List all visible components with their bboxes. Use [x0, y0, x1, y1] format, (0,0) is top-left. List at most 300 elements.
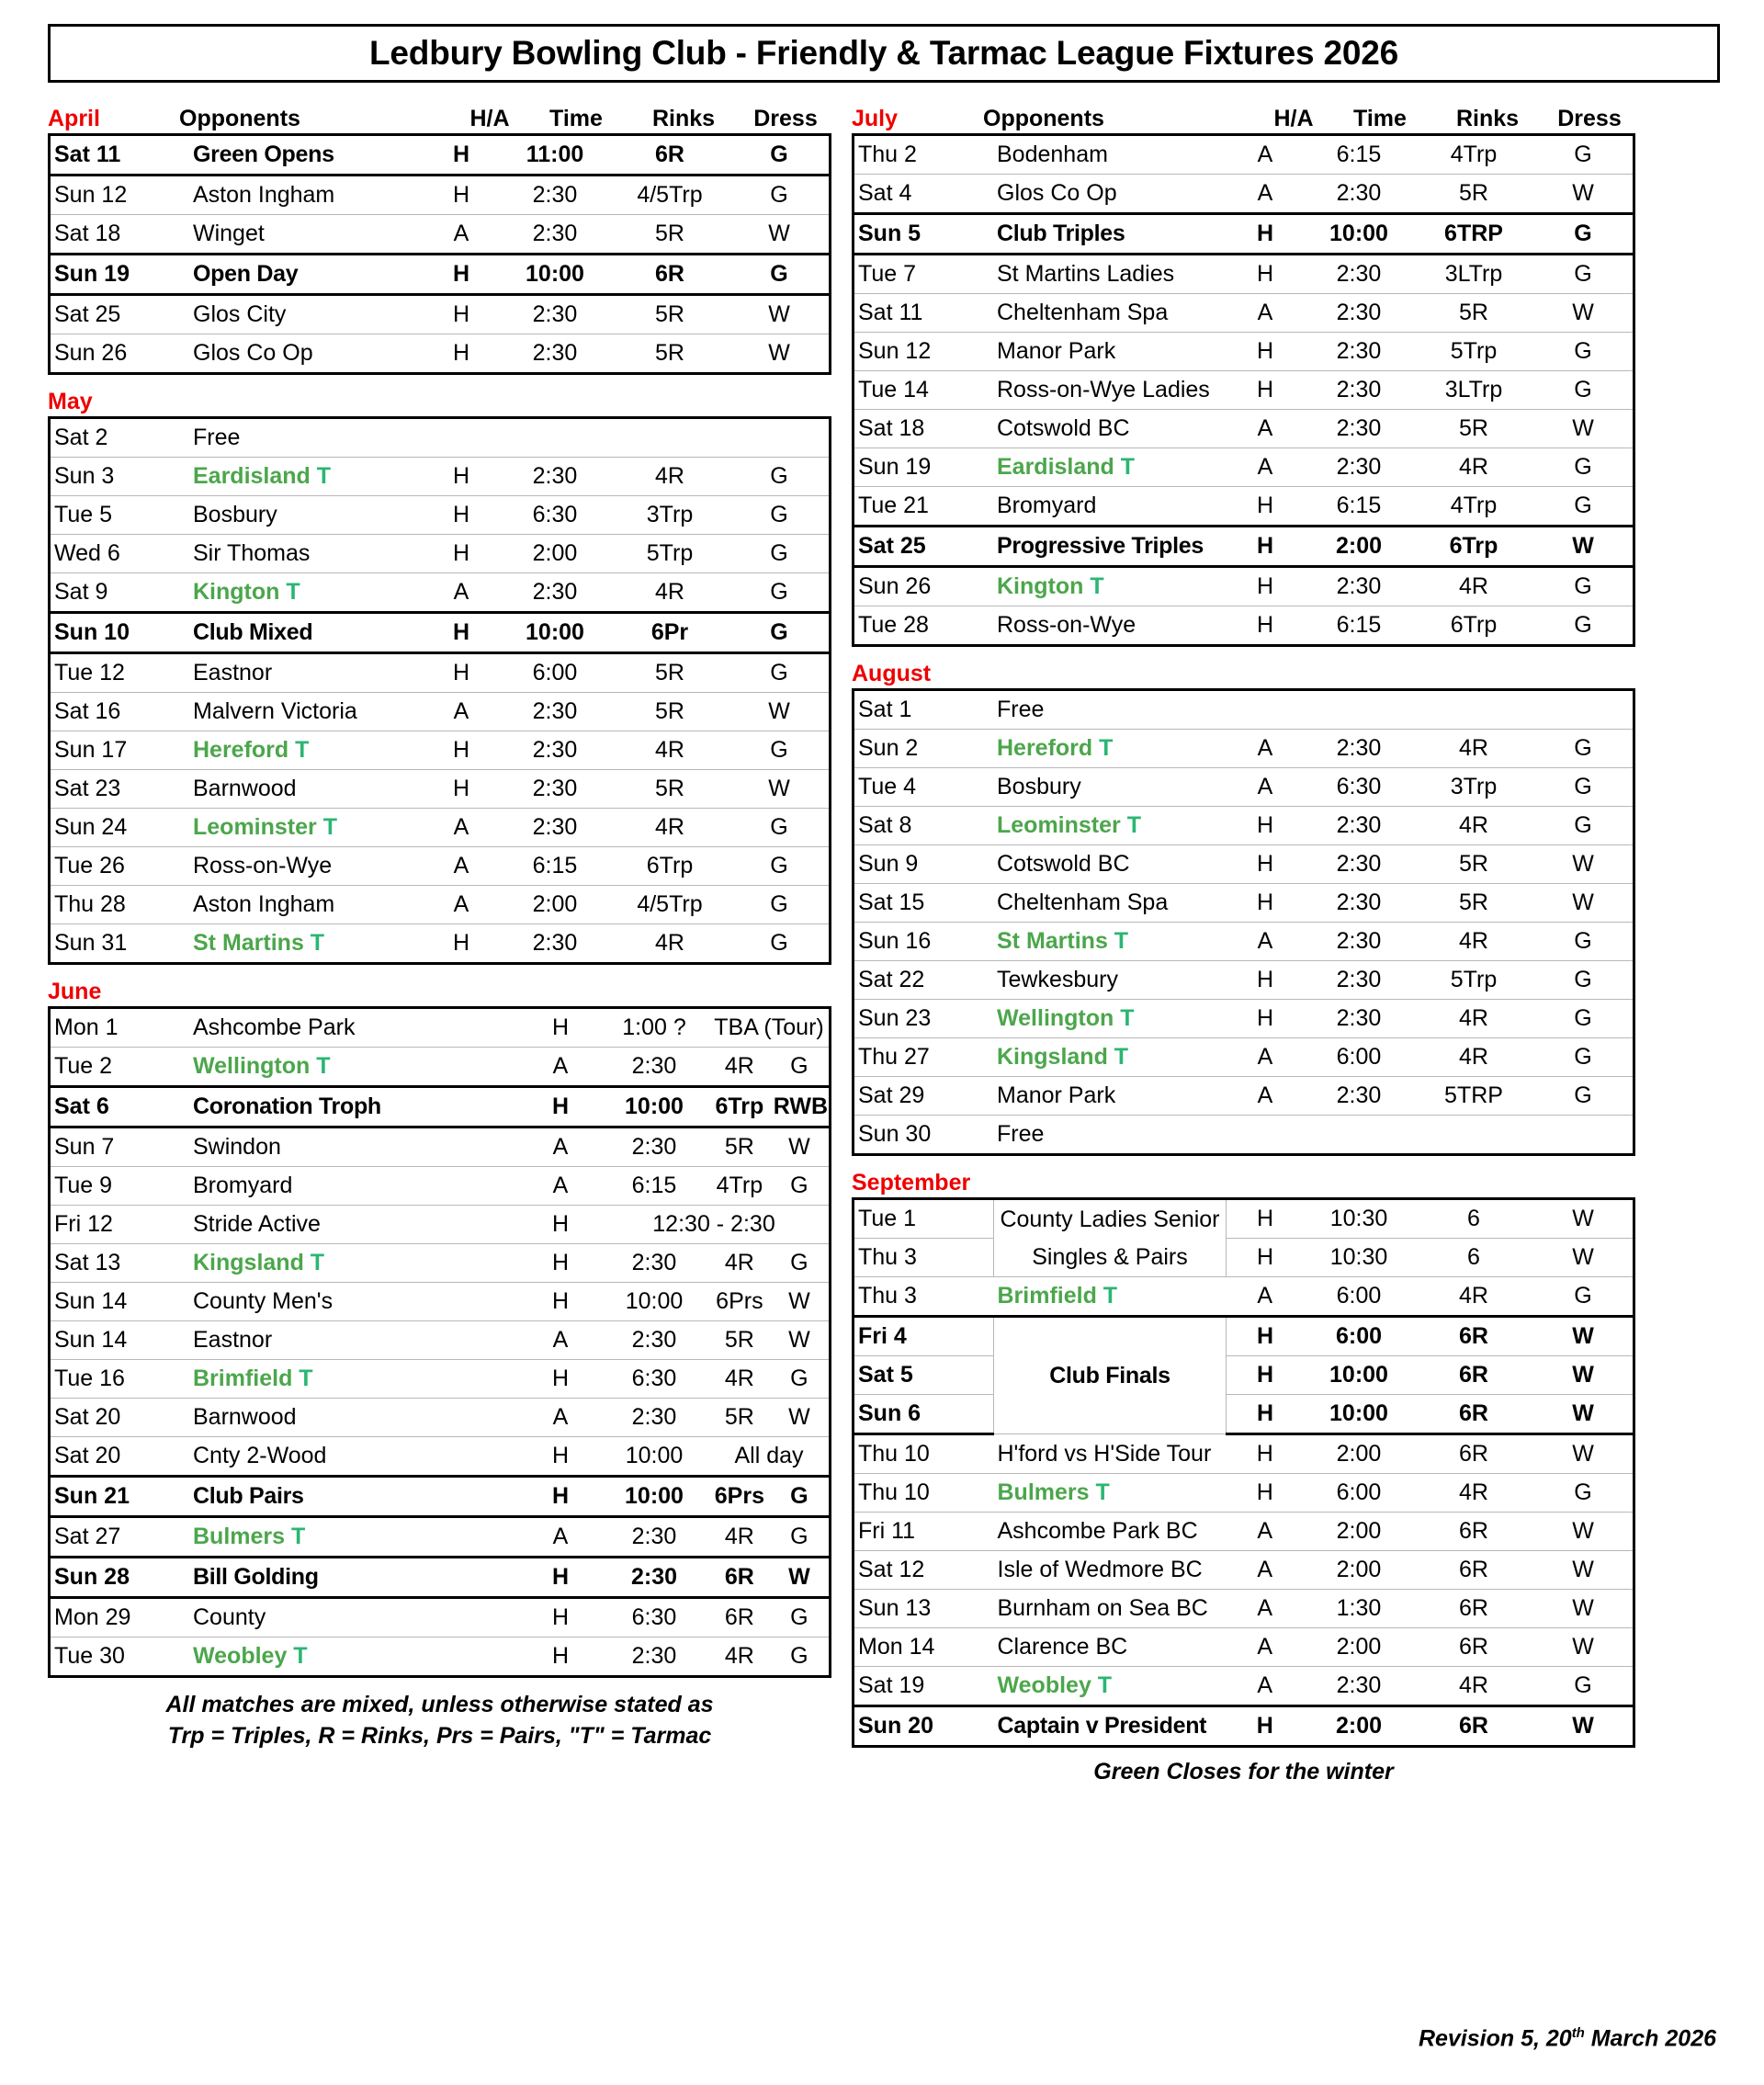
fixture-time: 12:30 - 2:30: [599, 1206, 831, 1244]
fixture-home-away: H: [423, 731, 500, 770]
fixture-opponent: Ashcombe Park BC: [994, 1513, 1227, 1551]
fixture-date: Wed 6: [50, 535, 190, 573]
fixture-home-away: [423, 418, 500, 458]
fixture-dress: G: [1533, 448, 1634, 487]
fixture-date: Sat 2: [50, 418, 190, 458]
fixture-rinks: 5R: [1414, 410, 1533, 448]
fixture-dress: W: [729, 334, 831, 374]
fixture-date: Sat 1: [854, 690, 994, 730]
fixture-rinks: 4R: [709, 1637, 770, 1677]
fixture-date: Sun 28: [50, 1558, 190, 1598]
right-fixture-column: [852, 103, 1635, 1785]
fixture-home-away: A: [1227, 1077, 1304, 1116]
fixture-home-away: A: [423, 573, 500, 613]
fixture-opponent: [993, 567, 1227, 606]
fixture-opponent: Aston Ingham: [189, 176, 423, 215]
fixture-dress: W: [1533, 527, 1634, 567]
fixture-opponent: [189, 809, 423, 847]
table-row: [50, 573, 831, 613]
fixture-dress: G: [729, 255, 831, 295]
fixture-opponent: Sir Thomas: [189, 535, 423, 573]
month-name-label: July: [852, 106, 899, 131]
tarmac-opponent-label: Brimfield T: [193, 1365, 313, 1391]
fixture-home-away: A: [1227, 1628, 1305, 1667]
fixture-opponent: Eastnor: [189, 1321, 522, 1360]
table-row: [854, 1590, 1634, 1628]
fixture-time: 2:30: [1304, 884, 1414, 923]
fixture-dress: W: [1533, 1199, 1634, 1239]
fixture-time: 2:30: [1304, 923, 1414, 961]
revision-suffix: March 2026: [1584, 2025, 1716, 2051]
fixture-date: Sun 31: [50, 924, 190, 964]
fixture-date: Sat 27: [50, 1517, 190, 1558]
table-row: [50, 255, 831, 295]
fixture-rinks: 4R: [1414, 1474, 1533, 1513]
fixture-time: 2:30: [500, 334, 610, 374]
fixture-home-away: H: [423, 135, 500, 176]
fixture-rinks: 6R: [709, 1598, 770, 1637]
fixture-dress: W: [770, 1283, 831, 1321]
fixture-home-away: H: [1227, 1356, 1305, 1395]
fixture-time: 6:15: [1304, 606, 1414, 646]
tarmac-flag: T: [1126, 812, 1141, 838]
fixture-home-away: A: [423, 886, 500, 924]
column-header-dress: Dress: [753, 106, 818, 131]
table-row: [854, 884, 1634, 923]
fixture-opponent: Manor Park: [993, 1077, 1227, 1116]
fixture-time: 1:00 ?: [599, 1008, 709, 1048]
fixture-opponent: [994, 1667, 1227, 1706]
fixture-rinks: 6Prs: [709, 1283, 770, 1321]
fixture-home-away: A: [1227, 294, 1304, 333]
fixture-opponent: [993, 1000, 1227, 1038]
fixture-time: 2:30: [500, 924, 610, 964]
table-row: [854, 1628, 1634, 1667]
fixture-rinks: [1414, 1116, 1533, 1155]
table-row: [50, 458, 831, 496]
fixture-opponent: Ross-on-Wye Ladies: [993, 371, 1227, 410]
fixture-dress: G: [1533, 1474, 1634, 1513]
fixture-time: 6:15: [500, 847, 610, 886]
fixture-date: Tue 21: [854, 487, 994, 527]
fixture-opponent: Barnwood: [189, 770, 423, 809]
fixture-date: Fri 4: [854, 1317, 994, 1356]
fixture-dress: W: [1533, 1551, 1634, 1590]
fixture-time: 2:30: [500, 809, 610, 847]
fixture-rinks: 3Trp: [610, 496, 729, 535]
fixture-home-away: A: [1227, 730, 1304, 768]
fixture-rinks: 6Trp: [709, 1087, 770, 1127]
fixture-date: Sun 13: [854, 1590, 994, 1628]
table-row: [50, 295, 831, 334]
fixture-home-away: A: [423, 809, 500, 847]
table-row: [854, 845, 1634, 884]
fixture-opponent: [189, 924, 423, 964]
fixture-dress: G: [729, 731, 831, 770]
fixture-time: 6:30: [599, 1598, 709, 1637]
table-row: [50, 334, 831, 374]
county-ladies-line2: Singles & Pairs: [1032, 1243, 1188, 1270]
fixture-dress: G: [729, 924, 831, 964]
fixture-date: Thu 3: [854, 1277, 994, 1317]
fixture-opponent: Barnwood: [189, 1399, 522, 1437]
fixture-date: Sat 18: [50, 215, 190, 255]
tarmac-opponent-label: Kingsland T: [193, 1250, 325, 1275]
fixture-time: 6:00: [1304, 1317, 1414, 1356]
fixture-date: Sat 20: [50, 1399, 190, 1437]
fixture-home-away: H: [1227, 1199, 1305, 1239]
fixture-home-away: H: [1227, 845, 1304, 884]
fixture-opponent: [189, 458, 423, 496]
title-banner: [48, 24, 1720, 83]
fixture-home-away: A: [1227, 1513, 1305, 1551]
county-ladies-line1: County Ladies Senior: [1000, 1206, 1220, 1232]
column-header-time: Time: [549, 106, 603, 131]
fixture-time: 10:00: [599, 1437, 709, 1477]
fixture-rinks: 5R: [709, 1399, 770, 1437]
fixture-date: Thu 10: [854, 1434, 994, 1474]
fixture-dress: G: [1533, 1077, 1634, 1116]
fixture-time: 10:30: [1304, 1199, 1414, 1239]
fixture-time: 2:30: [500, 458, 610, 496]
fixture-opponent: Ross-on-Wye: [993, 606, 1227, 646]
fixture-home-away: H: [522, 1244, 599, 1283]
fixture-rinks: 5R: [610, 693, 729, 731]
fixture-home-away: A: [1227, 410, 1304, 448]
fixture-dress: G: [729, 458, 831, 496]
fixture-home-away: H: [1227, 807, 1304, 845]
table-row: [50, 535, 831, 573]
fixture-time: 2:30: [599, 1558, 709, 1598]
fixture-dress: W: [729, 693, 831, 731]
table-row: [854, 527, 1634, 567]
fixture-rinks: 6R: [1414, 1706, 1533, 1747]
table-row: [50, 135, 831, 176]
fixture-time: 2:30: [1304, 294, 1414, 333]
fixture-date: Sat 11: [50, 135, 190, 176]
fixture-opponent: [993, 1038, 1227, 1077]
fixture-opponent: Bodenham: [993, 135, 1227, 175]
fixture-date: Sat 6: [50, 1087, 190, 1127]
fixture-home-away: H: [423, 770, 500, 809]
fixture-dress: W: [1533, 175, 1634, 214]
tarmac-opponent-label: Bulmers T: [997, 1479, 1110, 1505]
fixture-rinks: 4R: [1414, 923, 1533, 961]
fixture-date: Thu 27: [854, 1038, 994, 1077]
tarmac-flag: T: [1120, 454, 1136, 480]
fixture-rinks: All day: [709, 1437, 831, 1477]
table-row: [50, 1477, 831, 1517]
fixture-time: 1:30: [1304, 1590, 1414, 1628]
table-row: [50, 496, 831, 535]
fixture-time: 2:30: [1304, 1000, 1414, 1038]
tarmac-opponent-label: Leominster T: [193, 814, 337, 840]
fixture-time: 2:30: [599, 1048, 709, 1087]
fixture-home-away: H: [423, 535, 500, 573]
fixture-rinks: 4R: [1414, 1000, 1533, 1038]
table-row: [50, 1008, 831, 1048]
fixture-date: Sun 19: [854, 448, 994, 487]
fixture-dress: G: [770, 1167, 831, 1206]
fixture-time: 2:30: [500, 573, 610, 613]
fixture-rinks: 4R: [709, 1517, 770, 1558]
fixture-table-april: [48, 133, 831, 375]
fixture-rinks: 4R: [709, 1048, 770, 1087]
fixture-time: 6:15: [1304, 135, 1414, 175]
fixture-time: [1304, 690, 1414, 730]
fixture-date: Sun 21: [50, 1477, 190, 1517]
fixture-home-away: H: [1227, 567, 1304, 606]
fixture-date: Sun 12: [50, 176, 190, 215]
fixture-time: 6:30: [500, 496, 610, 535]
table-row: [50, 1283, 831, 1321]
fixture-time: 2:30: [500, 693, 610, 731]
fixture-opponent: Bill Golding: [189, 1558, 522, 1598]
fixture-date: Fri 11: [854, 1513, 994, 1551]
fixture-date: Sun 6: [854, 1395, 994, 1434]
table-row: [854, 1356, 1634, 1395]
fixture-rinks: [1414, 690, 1533, 730]
fixture-time: 6:00: [1304, 1038, 1414, 1077]
footnote-line-1: All matches are mixed, unless otherwise stated as: [165, 1692, 714, 1717]
fixture-home-away: H: [1227, 333, 1304, 371]
fixture-rinks: 5R: [610, 334, 729, 374]
table-row: [854, 1706, 1634, 1747]
fixture-date: Sat 22: [854, 961, 994, 1000]
fixture-rinks: 4R: [610, 731, 729, 770]
fixture-dress: W: [770, 1558, 831, 1598]
fixture-time: 2:30: [1304, 333, 1414, 371]
fixture-dress: W: [1533, 1395, 1634, 1434]
tarmac-opponent-label: Kingsland T: [997, 1044, 1129, 1070]
fixture-dress: G: [1533, 567, 1634, 606]
fixture-home-away: [1227, 690, 1304, 730]
fixture-rinks: 5R: [1414, 175, 1533, 214]
fixture-rinks: 5R: [709, 1127, 770, 1167]
fixture-home-away: A: [522, 1127, 599, 1167]
footnote-mixed-matches: [48, 1689, 831, 1751]
fixture-dress: G: [770, 1598, 831, 1637]
fixture-home-away: H: [1227, 487, 1304, 527]
column-header-time: Time: [1353, 106, 1407, 131]
left-fixture-column: [48, 103, 831, 1751]
fixture-time: 2:00: [1304, 1551, 1414, 1590]
fixture-rinks: 6R: [610, 255, 729, 295]
month-header-july: [852, 103, 1635, 133]
fixture-rinks: 6Trp: [1414, 527, 1533, 567]
fixture-date: Sun 26: [50, 334, 190, 374]
fixture-time: 2:30: [1304, 371, 1414, 410]
fixture-home-away: H: [522, 1283, 599, 1321]
fixture-home-away: [1227, 1116, 1304, 1155]
fixture-time: 2:00: [1304, 527, 1414, 567]
fixture-date: Sat 25: [854, 527, 994, 567]
fixture-time: 2:30: [500, 295, 610, 334]
tarmac-flag: T: [1090, 573, 1104, 599]
fixture-rinks: 5R: [610, 770, 729, 809]
page-title: Ledbury Bowling Club - Friendly & Tarmac League Fixtures 2026: [369, 34, 1398, 72]
fixture-time: 10:00: [1304, 214, 1414, 255]
footnote-green-closes: Green Closes for the winter: [1093, 1759, 1394, 1785]
fixture-date: Sun 14: [50, 1283, 190, 1321]
fixture-date: Sun 2: [854, 730, 994, 768]
fixture-rinks: 6R: [1414, 1551, 1533, 1590]
fixture-rinks: 5R: [1414, 845, 1533, 884]
fixture-table-june: [48, 1006, 831, 1678]
fixture-time: 10:00: [599, 1087, 709, 1127]
table-row: [50, 924, 831, 964]
month-header-june: [48, 976, 831, 1006]
fixture-opponent: Club Mixed: [189, 613, 423, 653]
fixture-opponent: Free: [993, 690, 1227, 730]
fixture-dress: G: [770, 1637, 831, 1677]
fixture-opponent: County Men's: [189, 1283, 522, 1321]
fixture-home-away: H: [522, 1087, 599, 1127]
fixture-dress: G: [729, 809, 831, 847]
table-row: [854, 768, 1634, 807]
tarmac-flag: T: [286, 579, 300, 605]
fixture-opponent: Cotswold BC: [993, 410, 1227, 448]
fixture-dress: G: [1533, 730, 1634, 768]
fixture-dress: W: [1533, 1513, 1634, 1551]
fixture-opponent: Green Opens: [189, 135, 423, 176]
fixture-rinks: 4R: [709, 1244, 770, 1283]
fixture-dress: G: [729, 535, 831, 573]
table-row: [50, 1558, 831, 1598]
fixture-time: 6:30: [1304, 768, 1414, 807]
fixture-time: 2:30: [1304, 255, 1414, 294]
table-row: [854, 1077, 1634, 1116]
fixture-date: Tue 26: [50, 847, 190, 886]
fixture-date: Sun 12: [854, 333, 994, 371]
fixture-opponent: Aston Ingham: [189, 886, 423, 924]
tarmac-flag: T: [1095, 1479, 1110, 1505]
fixture-opponent: St Martins Ladies: [993, 255, 1227, 294]
fixture-opponent: [189, 1517, 522, 1558]
fixture-date: Sat 5: [854, 1356, 994, 1395]
table-row: [50, 1437, 831, 1477]
fixture-time: 10:00: [1304, 1395, 1414, 1434]
fixture-home-away: H: [1227, 1000, 1304, 1038]
fixture-rinks: 4R: [1414, 567, 1533, 606]
fixture-date: Sat 25: [50, 295, 190, 334]
fixture-home-away: H: [423, 458, 500, 496]
revision-ordinal: th: [1571, 2024, 1585, 2041]
fixture-opponent: [189, 731, 423, 770]
fixture-date: Mon 29: [50, 1598, 190, 1637]
fixture-opponent: Free: [993, 1116, 1227, 1155]
fixture-home-away: H: [1227, 961, 1304, 1000]
table-row: [50, 653, 831, 693]
table-row: [50, 731, 831, 770]
fixture-date: Sun 5: [854, 214, 994, 255]
fixture-date: Sat 18: [854, 410, 994, 448]
fixture-time: 2:30: [599, 1244, 709, 1283]
table-row: [854, 961, 1634, 1000]
fixture-opponent: Club Pairs: [189, 1477, 522, 1517]
fixture-rinks: 4R: [1414, 1277, 1533, 1317]
fixture-dress: G: [1533, 961, 1634, 1000]
fixture-rinks: 6R: [1414, 1356, 1533, 1395]
fixture-opponent: [189, 1360, 522, 1399]
fixture-opponent: Bosbury: [189, 496, 423, 535]
fixture-dress: [1533, 1116, 1634, 1155]
table-row: [854, 1395, 1634, 1434]
fixture-date: Sun 10: [50, 613, 190, 653]
fixture-opponent: Swindon: [189, 1127, 522, 1167]
fixture-dress: G: [1533, 606, 1634, 646]
fixture-time: 2:30: [1304, 961, 1414, 1000]
fixture-opponent: Progressive Triples: [993, 527, 1227, 567]
fixture-dress: G: [770, 1360, 831, 1399]
fixture-date: Sat 13: [50, 1244, 190, 1283]
fixture-home-away: A: [1227, 1277, 1305, 1317]
fixture-opponent: Ross-on-Wye: [189, 847, 423, 886]
fixture-date: Sat 9: [50, 573, 190, 613]
table-row: [50, 1321, 831, 1360]
fixture-opponent: County: [189, 1598, 522, 1637]
fixture-home-away: A: [1227, 1590, 1305, 1628]
table-row: [854, 255, 1634, 294]
table-row: [50, 1517, 831, 1558]
fixture-opponent: Bosbury: [993, 768, 1227, 807]
fixture-home-away: A: [522, 1167, 599, 1206]
fixture-home-away: H: [1227, 371, 1304, 410]
fixture-dress: G: [729, 135, 831, 176]
fixture-rinks: 4Trp: [1414, 487, 1533, 527]
tarmac-flag: T: [295, 737, 310, 763]
fixture-opponent: Bromyard: [993, 487, 1227, 527]
fixture-home-away: H: [1227, 214, 1304, 255]
fixture-time: 6:15: [1304, 487, 1414, 527]
fixture-rinks: 5R: [610, 653, 729, 693]
fixture-home-away: A: [1227, 768, 1304, 807]
fixture-date: Tue 9: [50, 1167, 190, 1206]
table-row: [50, 1167, 831, 1206]
fixture-date: Sat 20: [50, 1437, 190, 1477]
fixture-home-away: A: [1227, 135, 1304, 175]
fixture-home-away: H: [522, 1437, 599, 1477]
fixture-dress: G: [1533, 487, 1634, 527]
fixture-rinks: 6: [1414, 1239, 1533, 1277]
fixture-home-away: H: [423, 496, 500, 535]
fixture-opponent: Cheltenham Spa: [993, 884, 1227, 923]
fixture-home-away: A: [1227, 923, 1304, 961]
fixture-dress: W: [770, 1127, 831, 1167]
fixture-time: 10:00: [599, 1283, 709, 1321]
fixture-dress: G: [770, 1477, 831, 1517]
column-header-rinks: Rinks: [651, 106, 716, 131]
fixture-time: 2:00: [1304, 1513, 1414, 1551]
fixture-opponent: Ashcombe Park: [189, 1008, 522, 1048]
fixture-home-away: A: [522, 1517, 599, 1558]
fixture-date: Tue 16: [50, 1360, 190, 1399]
fixture-opponent: Glos City: [189, 295, 423, 334]
fixture-opponent: Manor Park: [993, 333, 1227, 371]
fixture-rinks: 4R: [1414, 448, 1533, 487]
fixture-dress: G: [729, 847, 831, 886]
fixture-home-away: A: [1227, 175, 1304, 214]
table-row: [854, 487, 1634, 527]
table-row: [854, 410, 1634, 448]
fixture-time: 6:00: [500, 653, 610, 693]
fixture-dress: W: [1533, 1356, 1634, 1395]
fixture-opponent: Glos Co Op: [189, 334, 423, 374]
fixture-date: Tue 12: [50, 653, 190, 693]
fixture-time: 2:30: [1304, 448, 1414, 487]
fixture-dress: G: [1533, 807, 1634, 845]
fixture-rinks: 6TRP: [1414, 214, 1533, 255]
